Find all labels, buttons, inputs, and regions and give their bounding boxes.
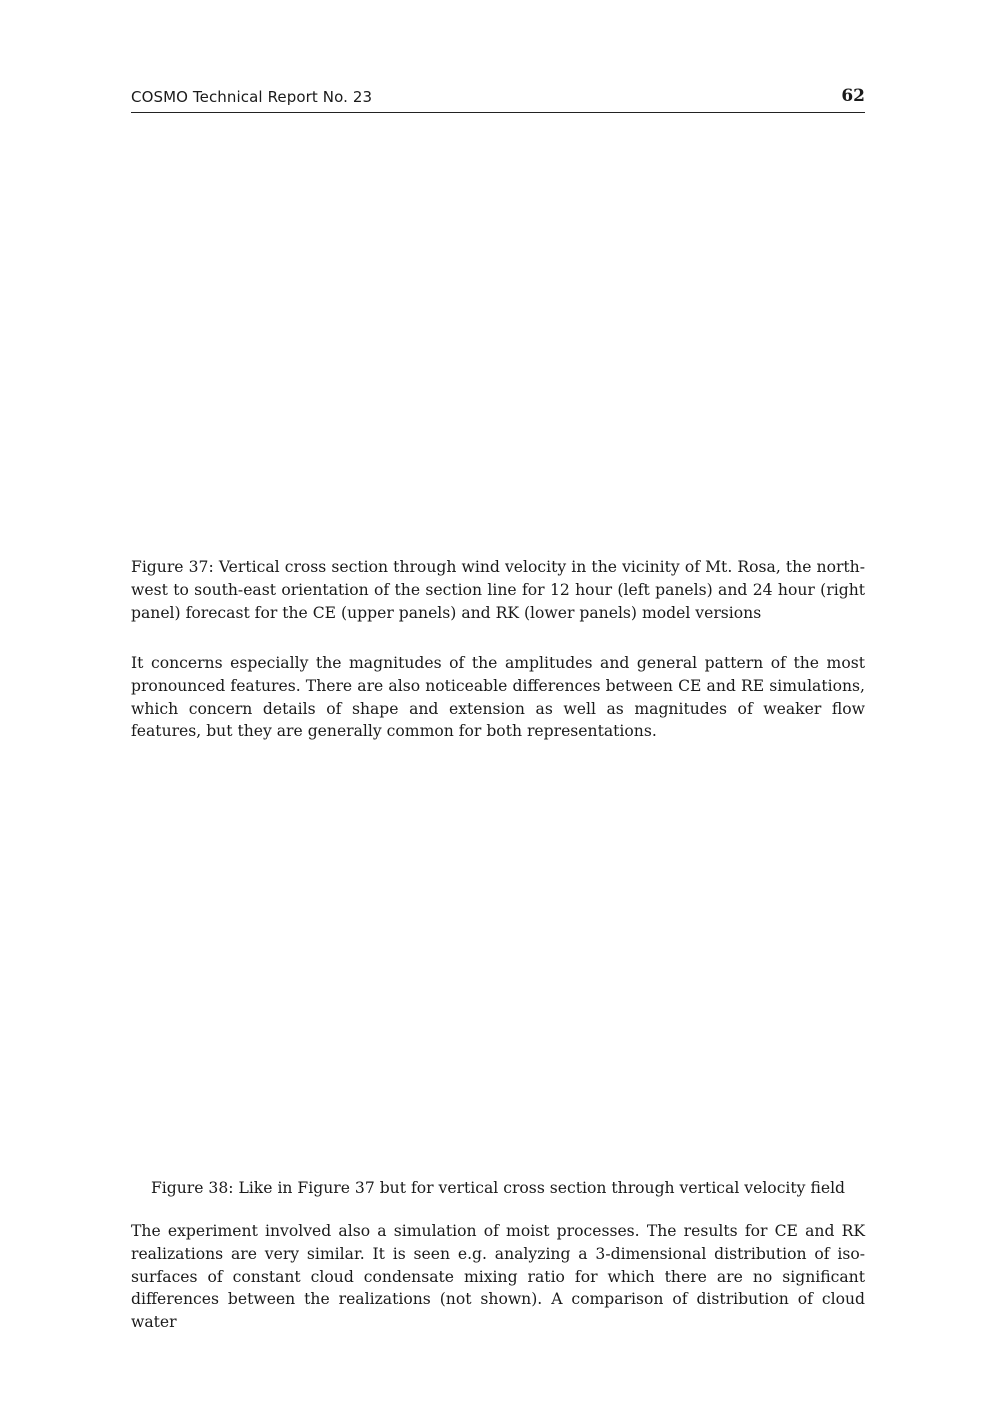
body-paragraph-1: It concerns especially the magnitudes of the amplitudes and general pattern of the most pronounced features. There are also noticeable differences between CE and RE simulations, which concern details of shape and extension as well as magnitudes of weaker flow features, but they are generally common for both representations. bbox=[131, 654, 865, 741]
figure-38-caption: Figure 38: Like in Figure 37 but for vertical cross section through vertical velocity field bbox=[150, 1179, 846, 1197]
page-number: 62 bbox=[841, 86, 865, 106]
body-paragraph-2: The experiment involved also a simulation of moist processes. The results for CE and RK realizations are very similar. It is seen e.g. analyzing a 3-dimensional distribution of iso-surfaces of constant cloud condensate mixing ratio for which there are no significant differences between the realizations (not shown). A comparison of distribution of cloud water bbox=[131, 1222, 865, 1332]
figure-38-image-area bbox=[131, 752, 865, 1172]
figure-37-caption: Figure 37: Vertical cross section through wind velocity in the vicinity of Mt. Rosa, the north-west to south-east orientation of the section line for 12 hour (left panels) and 24 hour (right panel) forecast for the CE (upper panels) and RK (lower panels) model versions bbox=[131, 558, 865, 622]
figure-37-image-area bbox=[131, 125, 865, 545]
running-header bbox=[131, 86, 865, 113]
report-title: COSMO Technical Report No. 23 bbox=[131, 88, 373, 106]
